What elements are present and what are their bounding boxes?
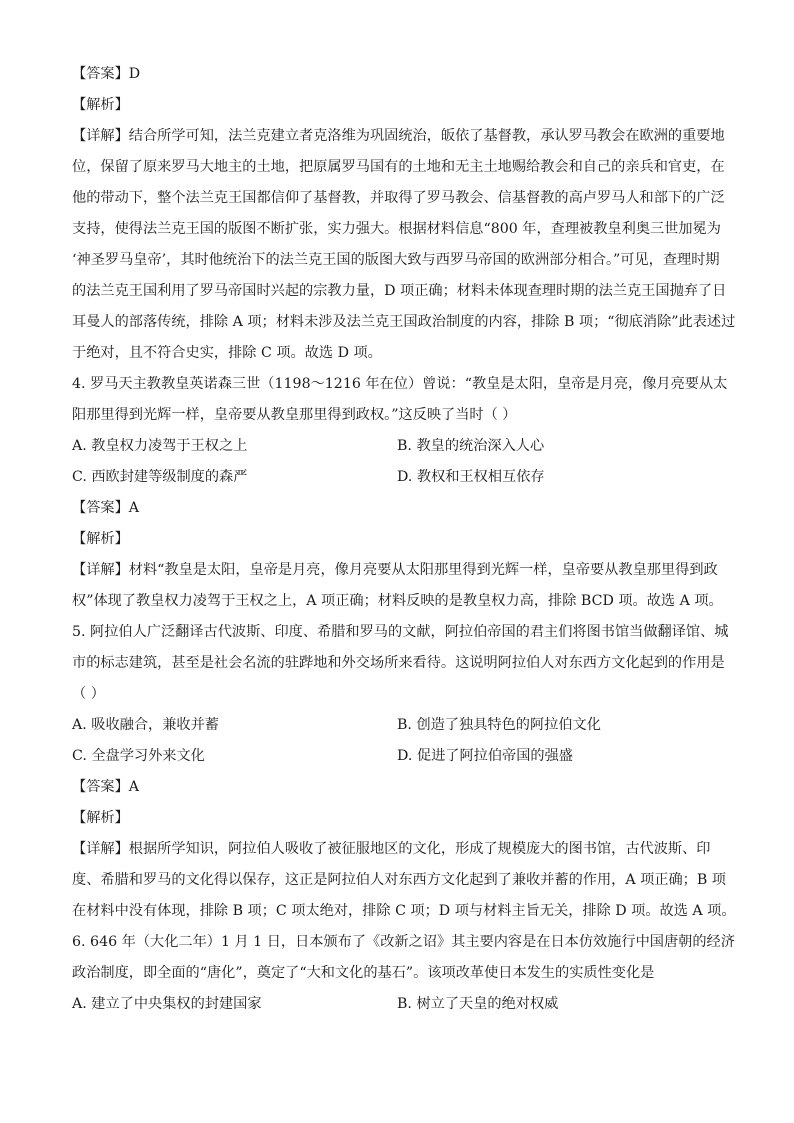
q4-option-a: A. 教皇权力凌驾于王权之上 <box>72 438 248 454</box>
question-6-stem: 政治制度，即全面的“唐化”，奠定了“大和文化的基石”。该项改革使日本发生的实质性变化是 <box>72 965 655 981</box>
q5-option-c: C. 全盘学习外来文化 <box>72 748 205 764</box>
q4-option-b: B. 教皇的统治深入人心 <box>397 438 545 454</box>
answer-label: 【答案】A <box>72 779 139 795</box>
q6-option-b: B. 树立了天皇的绝对权威 <box>397 996 559 1012</box>
explanation-line: 支持，使得法兰克王国的版图不断扩张，实力强大。根据材料信息“800 年，查理被教皇利奥三世加冕为 <box>72 221 721 237</box>
analysis-label: 【解析】 <box>72 97 129 113</box>
question-6-stem: 6. 646 年（大化二年）1 月 1 日，日本颁布了《改新之诏》其主要内容是在日本仿效施行中国唐朝的经济 <box>72 934 735 950</box>
q4-option-c: C. 西欧封建等级制度的森严 <box>72 469 248 485</box>
answer-label: 【答案】A <box>72 500 139 516</box>
question-5-stem: 市的标志建筑，甚至是社会名流的驻跸地和外交场所来看待。这说明阿拉伯人对东西方文化起到的作用是 <box>72 655 725 671</box>
question-5-stem: 5. 阿拉伯人广泛翻译古代波斯、印度、希腊和罗马的文献，阿拉伯帝国的君主们将图书馆当做翻译馆、城 <box>72 624 729 640</box>
explanation-line: 的法兰克王国利用了罗马帝国时兴起的宗教力量，D 项正确；材料未体现查理时期的法兰克王国抛弃了日 <box>72 283 727 299</box>
explanation-line: 【详解】结合所学可知，法兰克建立者克洛维为巩固统治，皈依了基督教，承认罗马教会在欧洲的重要地 <box>72 128 725 144</box>
explanation-line: 耳曼人的部落传统，排除 A 项；材料未涉及法兰克王国政治制度的内容，排除 B 项；“彻底消除”此表述过 <box>72 314 736 330</box>
question-4-stem: 阳那里得到光辉一样，皇帝要从教皇那里得到政权。”这反映了当时（ ） <box>72 407 517 423</box>
q5-option-a: A. 吸收融合，兼收并蓄 <box>72 717 219 733</box>
explanation-line: 于绝对，且不符合史实，排除 C 项。故选 D 项。 <box>72 345 382 361</box>
explanation-line: 权”体现了教皇权力凌驾于王权之上，A 项正确；材料反映的是教皇权力高，排除 BCD 项。故选 A 项。 <box>72 593 723 609</box>
q5-option-b: B. 创造了独具特色的阿拉伯文化 <box>397 717 601 733</box>
explanation-line: 位，保留了原来罗马大地主的土地，把原属罗马国有的土地和无主土地赐给教会和自己的亲兵和官吏，在 <box>72 159 725 175</box>
explanation-line: 度、希腊和罗马的文化得以保存，这正是阿拉伯人对东西方文化起到了兼收并蓄的作用，A 项正确；B 项 <box>72 872 726 888</box>
question-4-stem: 4. 罗马天主教教皇英诺森三世（1198～1216 年在位）曾说：“教皇是太阳，皇帝是月亮，像月亮要从太 <box>72 376 728 392</box>
answer-label: 【答案】D <box>72 66 141 82</box>
analysis-label: 【解析】 <box>72 810 129 826</box>
q5-option-d: D. 促进了阿拉伯帝国的强盛 <box>397 748 573 764</box>
explanation-line: 在材料中没有体现，排除 B 项；C 项太绝对，排除 C 项；D 项与材料主旨无关，排除 D 项。故选 A 项。 <box>72 903 736 919</box>
explanation-line: 【详解】根据所学知识，阿拉伯人吸收了被征服地区的文化，形成了规模庞大的图书馆，古代波斯、印 <box>72 841 711 857</box>
explanation-line: 【详解】材料“教皇是太阳，皇帝是月亮，像月亮要从太阳那里得到光辉一样，皇帝要从教皇那里得到政 <box>72 562 718 578</box>
question-5-stem: （ ） <box>72 686 105 702</box>
analysis-label: 【解析】 <box>72 531 129 547</box>
q6-option-a: A. 建立了中央集权的封建国家 <box>72 996 262 1012</box>
q4-option-d: D. 教权和王权相互依存 <box>397 469 545 485</box>
explanation-line: ‘神圣罗马皇帝’，其时他统治下的法兰克王国的版图大致与西罗马帝国的欧洲部分相合。”可见，查理时期 <box>72 252 720 268</box>
explanation-line: 他的带动下，整个法兰克王国都信仰了基督教，并取得了罗马教会、信基督教的高卢罗马人和部下的广泛 <box>72 190 725 206</box>
